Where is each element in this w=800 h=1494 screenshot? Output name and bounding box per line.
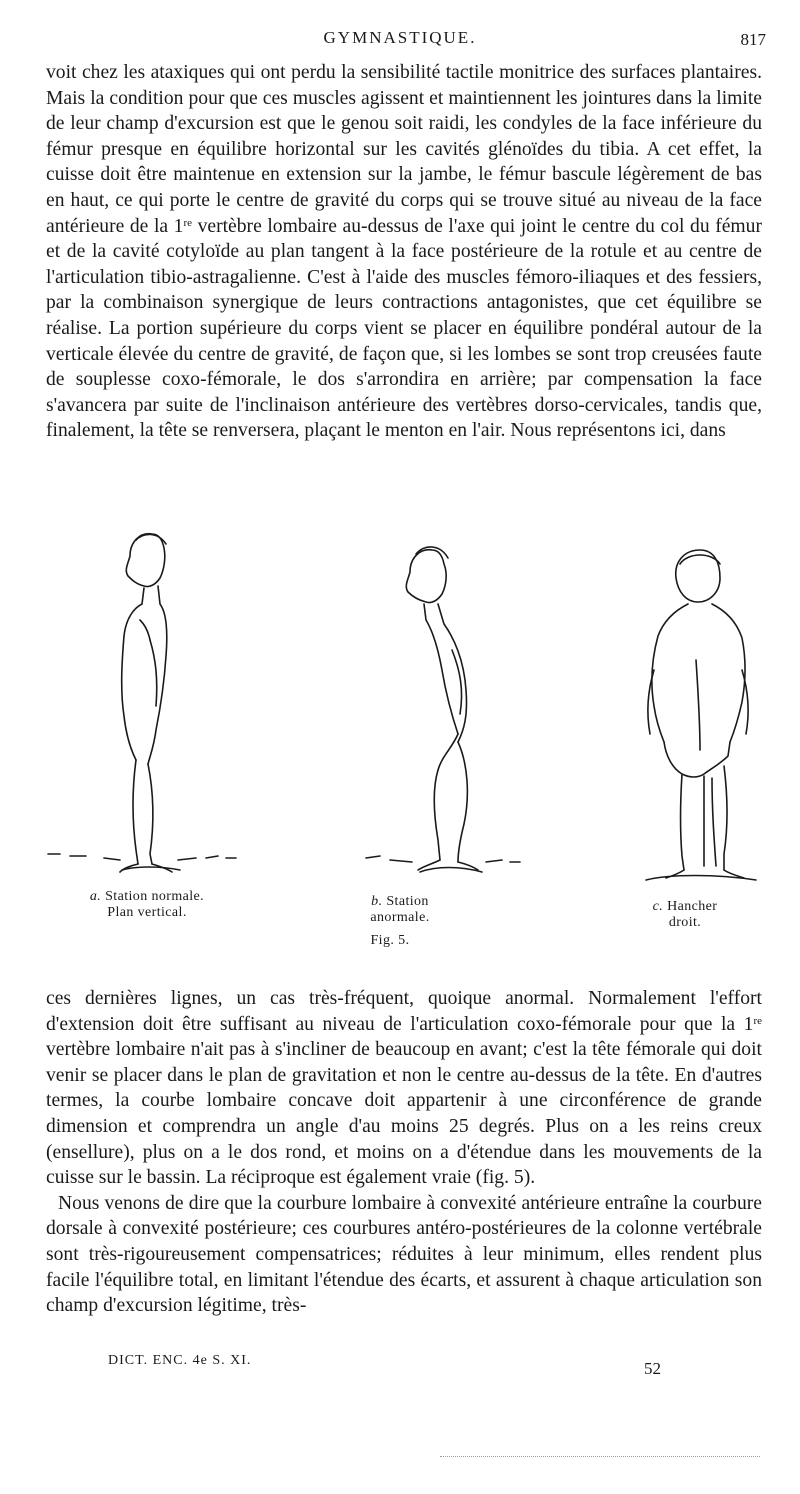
caption-c-line2: droit. (668, 915, 702, 930)
footer-sheet-number: 52 (644, 1359, 661, 1378)
caption-b-letter: b. (371, 894, 383, 909)
page-number: 817 (740, 30, 766, 49)
caption-a-line1: Station normale. (105, 889, 205, 904)
paragraph-2-3 (46, 986, 762, 1319)
caption-c-letter: c. (652, 899, 664, 914)
figure-b-abnormal-stance (366, 547, 520, 872)
caption-a-letter: a. (89, 889, 102, 904)
caption-c-line1: Hancher (667, 899, 718, 914)
figure-number: Fig. 5. (370, 933, 410, 948)
caption-b-line1: Station (386, 894, 429, 909)
caption-b-line2: anormale. (370, 910, 430, 925)
paragraph-2-rest: vertèbre lombaire n'ait pas à s'incliner de beaucoup en avant; c'est la tête fémorale qui doit venir se placer dans le plan de gravitation et non le centre au-dessus de la tête. En d'autres termes, la courbe lombaire concave doit appartenir à une circonférence de grande dimension et comprendra un angle d'au moins 25 degrés. Plus on a les reins creux (ensellure), plus on a le dos rond, et moins on a d'étendue dans les mouvements de la cuisse sur le bassin. La réciproque est également vraie (fig. 5). (46, 1039, 762, 1189)
scan-artifact-line (440, 1456, 760, 1459)
paragraph-1-intro: voit chez les ataxiques qui ont perdu la sensibilité tactile monitrice des surfaces plantaires. Mais la condition pour que ces muscles agissent et maintiennent les jointures dans la limite de leur champ d'excursion est que le genou soit raidi, les condyles de la face inférieure du fémur presque en équilibre horizontal sur les cavités glénoïdes du tibia. A cet effet, la cuisse doit être maintenue en extension sur la jambe, le fémur bascule légèrement de bas en haut, ce qui porte le centre de gravité du corps qui se trouve situé au niveau de la face antérieure de la 1 (46, 62, 762, 237)
paragraph-1-rest: vertèbre lombaire au-dessus de l'axe qui joint le centre du col du fémur et de la cavité cotyloïde au plan tangent à la face postérieure de la rotule et au centre de l'articulation tibio-astragalienne. C'est à l'aide des muscles fémoro-iliaques et des fessiers, par la combinaison synergique de leurs contractions antagonistes, que cet équilibre se réalise. La portion supérieure du corps vient se placer en équilibre pondéral autour de la verticale élevée du centre de gravité, de façon que, si les lombes se sont trop creusées faute de souplesse coxo-fémorale, le dos s'arrondira en arrière; par compensation la face s'avancera par suite de l'inclinaison antérieure des vertèbres dorso-cervicales, tandis que, finalement, la tête se renversera, plaçant le menton en l'air. Nous représentons ici, dans (46, 215, 762, 442)
running-header-title: GYMNASTIQUE. (323, 28, 477, 47)
caption-a-line2: Plan vertical. (107, 905, 187, 920)
caption-b (340, 894, 460, 926)
paragraph-3: Nous venons de dire que la courbure lombaire à convexité antérieure entraîne la courbure dorsale à convexité postérieure; ces courbures antéro-postérieures de la colonne vertébrale sont très-rigoureusement compensatrices; réduites à leur minimum, elles rendent plus facile l'équilibre total, en limitant l'étendue des écarts, et assurent à chaque articulation son champ d'excursion légitime, très- (46, 1192, 762, 1317)
superscript-re: re (183, 216, 193, 229)
superscript-re-2: re (753, 1014, 762, 1027)
caption-a (62, 889, 232, 921)
caption-c (625, 899, 745, 931)
paragraph-2-intro: ces dernières lignes, un cas très-fréquent, quoique anormal. Normalement l'effort d'extension doit être suffisant au niveau de l'articulation coxo-fémorale pour que la 1 (46, 988, 762, 1035)
paragraph-1 (46, 60, 762, 444)
figure-c-hip-shift-rear (646, 550, 756, 880)
figure-5 (40, 520, 770, 960)
footer-signature: DICT. ENC. 4e S. XI. (108, 1353, 252, 1368)
figure-a-normal-stance (48, 534, 236, 872)
